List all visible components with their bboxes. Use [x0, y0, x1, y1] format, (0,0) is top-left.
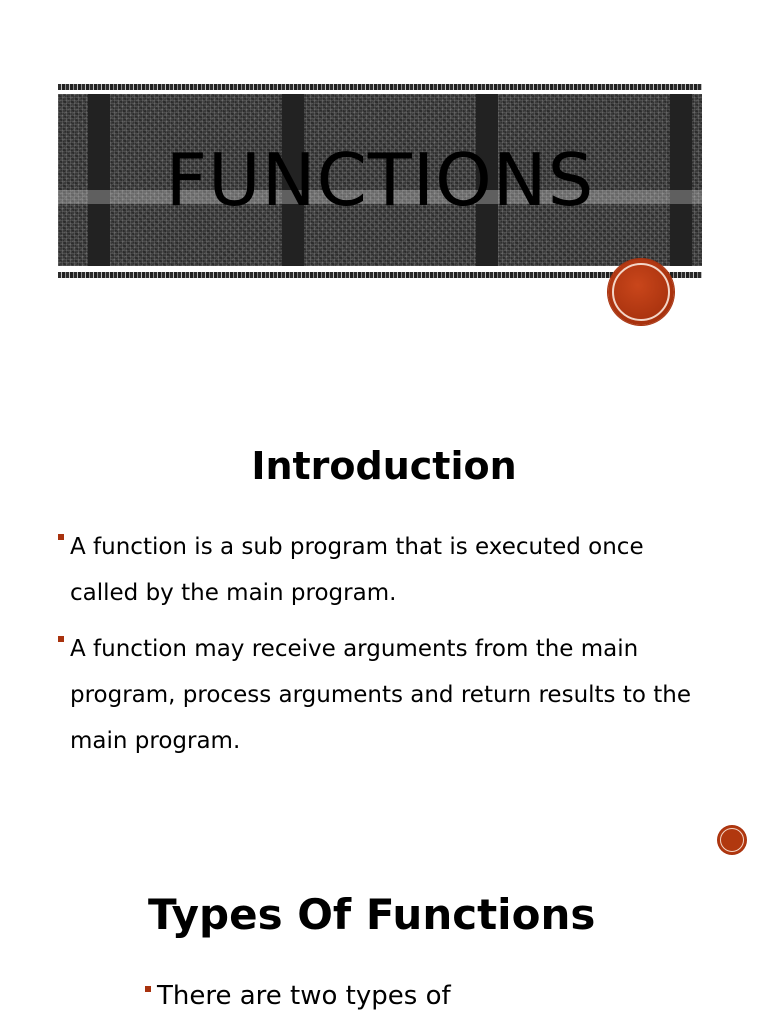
intro-heading: Introduction: [251, 444, 517, 488]
bullet-text: There are two types of: [157, 981, 451, 1011]
textured-banner: [58, 94, 702, 266]
bullet-text: A function is a sub program that is executed once called by the main program.: [70, 534, 644, 606]
banner-bottom-rule: [58, 272, 702, 278]
title-banner: [58, 84, 702, 278]
types-heading: Types Of Functions: [148, 890, 596, 939]
intro-bullet-list: [58, 524, 718, 774]
slide-title: FUNCTIONS: [165, 138, 595, 222]
list-item: [58, 626, 718, 764]
list-item: [145, 976, 745, 1016]
decorative-circle-small: [718, 826, 746, 854]
types-bullet-list: [145, 976, 745, 1016]
bullet-marker-icon: [58, 534, 64, 540]
bullet-marker-icon: [58, 636, 64, 642]
banner-top-rule: [58, 84, 702, 90]
bullet-marker-icon: [145, 986, 151, 992]
decorative-circle: [608, 259, 674, 325]
bullet-text: A function may receive arguments from the main program, process arguments and return results to the main program.: [70, 636, 691, 754]
list-item: [58, 524, 718, 616]
